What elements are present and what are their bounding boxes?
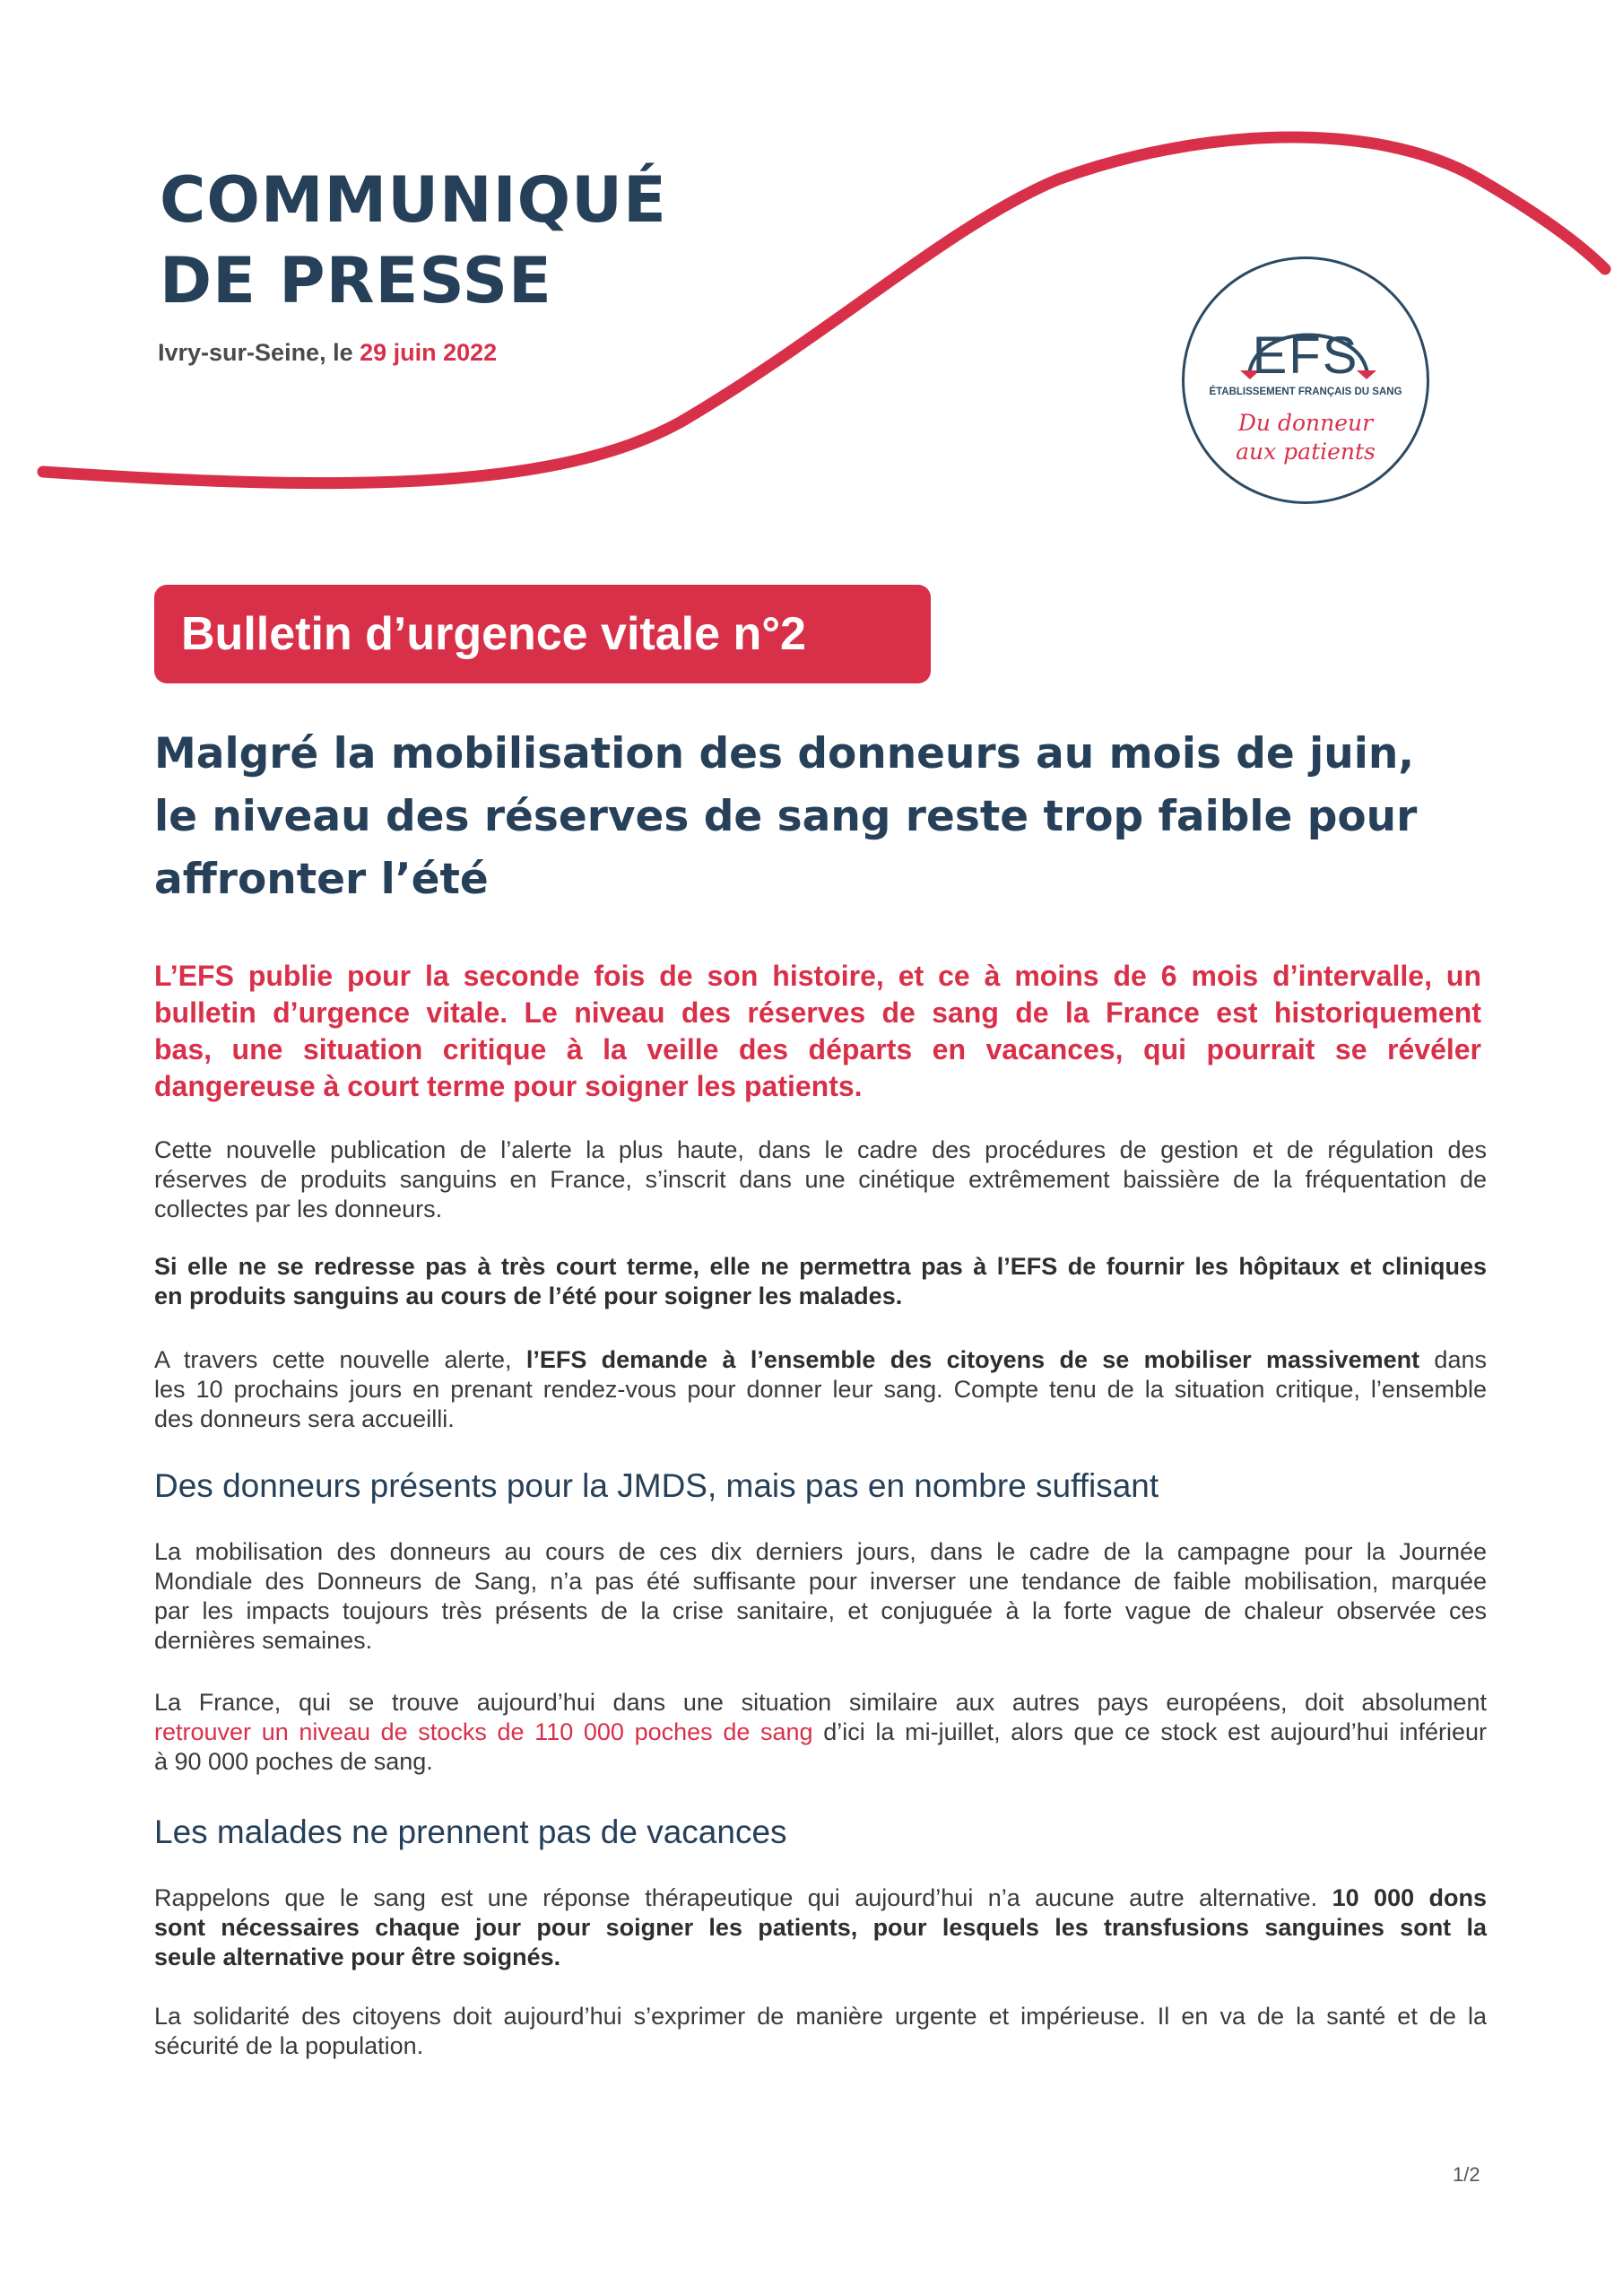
headline: Malgré la mobilisation des donneurs au mois de juin, le niveau des réserves de sang reste trop faible pour affronter l’été — [154, 729, 1418, 904]
stock-target-highlight: retrouver un niveau de stocks de 110 000 poches de sang — [154, 1718, 813, 1745]
section-heading-2: Les malades ne prennent pas de vacances — [154, 1813, 787, 1850]
paragraph-5: La France, qui se trouve aujourd’hui dans une situation similaire aux autres pays européens, doit absolument retrouver un niveau de stocks de 110 000 poches de sang d’ici la mi-juillet, alors que ce stock est aujourd’hui inférieur à 90 000 poches de sang. — [154, 1689, 1487, 1775]
paragraph-6: Rappelons que le sang est une réponse thérapeutique qui aujourd’hui n’a aucune autre alternative. 10 000 dons sont nécessaires chaque jour pour soigner les patients, pour lesquels les transfusions sanguines sont la seule alternative pour être soignés. — [154, 1884, 1488, 1970]
section-heading-1: Des donneurs présents pour la JMDS, mais pas en nombre suffisant — [154, 1467, 1159, 1504]
efs-logo — [1182, 257, 1429, 504]
paragraph-4: La mobilisation des donneurs au cours de ces dix derniers jours, dans le cadre de la campagne pour la Journée Mondiale des Donneurs de Sang, n’a pas été suffisante pour inverser une tendance de faible mobilisation, marquée par les impacts toujours très présents de la crise sanitaire, et conjuguée à la forte vague de chaleur observée ces dernières semaines. — [154, 1538, 1487, 1654]
urgency-banner: Bulletin d’urgence vitale n°2 — [154, 585, 931, 683]
paragraph-3: A travers cette nouvelle alerte, l’EFS demande à l’ensemble des citoyens de se mobiliser massivement dans les 10 prochains jours en prenant rendez-vous pour donner leur sang. Compte tenu de la situation critique, l’ensemble des donneurs sera accueilli. — [154, 1346, 1487, 1432]
logo-tagline-2: aux patients — [1236, 439, 1376, 465]
lead-paragraph: L’EFS publie pour la seconde fois de son histoire, et ce à moins de 6 mois d’intervalle, un bulletin d’urgence vitale. Le niveau des réserves de sang de la France est historiquement bas, une situation critique à la veille des départs en vacances, qui pourrait se révéler dangereuse à court terme pour soigner les patients. — [154, 960, 1481, 1102]
logo-tagline-1: Du donneur — [1237, 410, 1374, 436]
logo-name: EFS — [1252, 326, 1359, 385]
logo-subtitle: ÉTABLISSEMENT FRANÇAIS DU SANG — [1209, 387, 1402, 397]
date: 29 juin 2022 — [360, 339, 498, 366]
paragraph-1: Cette nouvelle publication de l’alerte la plus haute, dans le cadre des procédures de gestion et de régulation des réserves de produits sanguins en France, s’inscrit dans une cinétique extrêmement baissière de la fréquentation de collectes par les donneurs. — [154, 1136, 1487, 1222]
dateline: Ivry-sur-Seine, le 29 juin 2022 — [158, 339, 498, 366]
page-title: COMMUNIQUÉ DE PRESSE — [160, 163, 667, 317]
paragraph-2: Si elle ne se redresse pas à très court terme, elle ne permettra pas à l’EFS de fournir les hôpitaux et cliniques en produits sanguins au cours de l’été pour soigner les malades. — [154, 1253, 1487, 1309]
paragraph-7: La solidarité des citoyens doit aujourd’hui s’exprimer de manière urgente et impérieuse. Il en va de la santé et de la sécurité de la population. — [154, 2003, 1487, 2059]
page-number: 1/2 — [1453, 2163, 1480, 2186]
